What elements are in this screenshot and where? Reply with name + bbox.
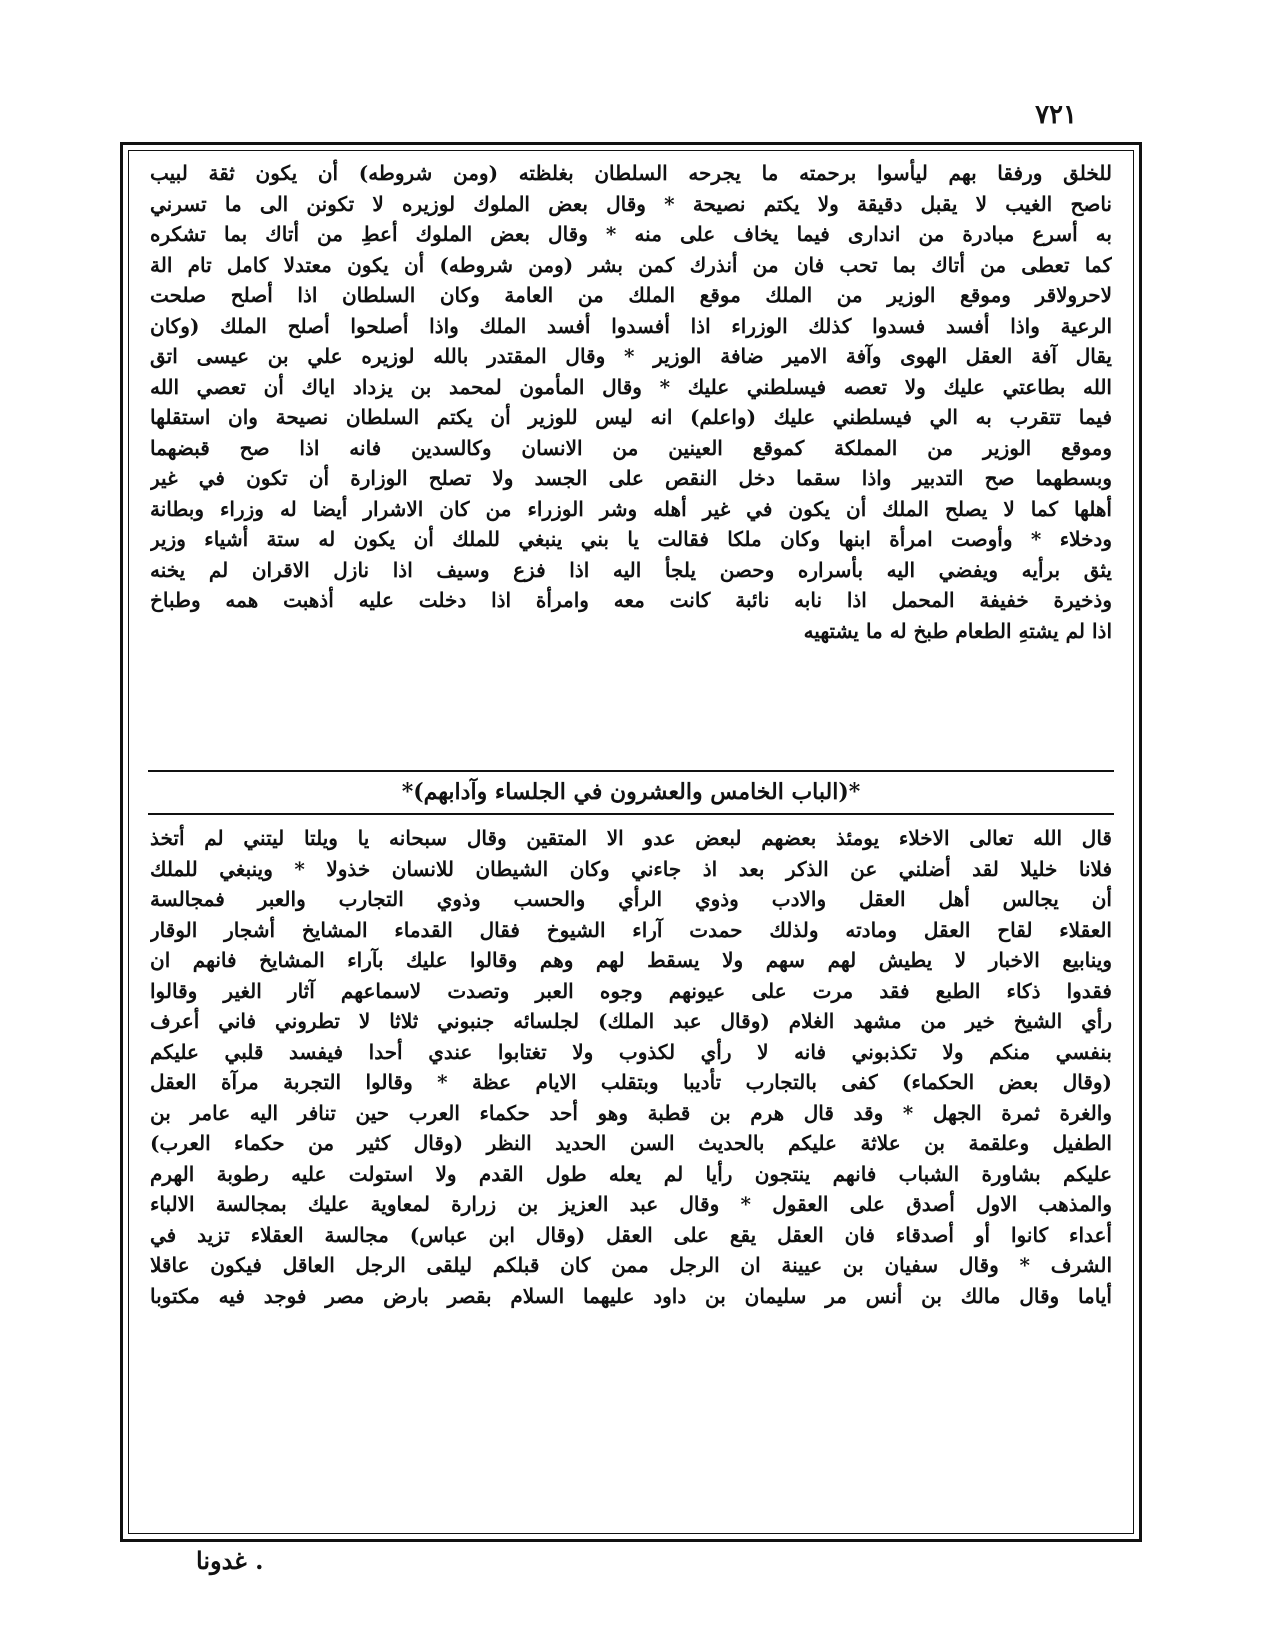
- text-line: لاحرولاقر وموقع الوزير من الملك موقع الملك من العامة وكان السلطان اذا أصلح صلحت: [150, 283, 1112, 307]
- text-line: فقدوا ذكاء الطبع فقد مرت على عيونهم وجوه العبر وتصدت لاسماعهم آثار الغير وقالوا: [150, 978, 1112, 1003]
- section-two-text: [150, 823, 1112, 1311]
- text-line-last: اذا لم يشتهِ الطعام طبخ له ما يشتهيه: [803, 618, 1112, 643]
- text-line: والغرة ثمرة الجهل * وقد قال هرم بن قطبة وهو أحد حكماء العرب حين تنافر اليه عامر بن: [150, 1100, 1112, 1125]
- chapter-rule-top: [148, 770, 1114, 772]
- page-number: ٧٢١: [1035, 100, 1077, 130]
- text-line: فيما تتقرب به الي فيسلطني عليك (واعلم) انه ليس للوزير أن يكتم السلطان نصيحة وان استقلها: [150, 405, 1112, 429]
- text-line: وموقع الوزير من المملكة كموقع العينين من الانسان وكالسدين فانه اذا صح قبضهما: [150, 435, 1112, 460]
- text-line: عليكم بشاورة الشباب فانهم ينتجون رأيا لم يعله طول القدم ولا استولت عليه رطوبة الهرم: [150, 1161, 1112, 1186]
- text-line: أياما وقال مالك بن أنس مر سليمان بن داود عليهما السلام بقصر بارض مصر فوجد فيه مكتوبا: [150, 1283, 1112, 1308]
- text-line: أهلها كما لا يصلح الملك أن يكون في غير أهله وشر الوزراء من كان الاشرار أيضا له وزراء وبطانة: [150, 496, 1112, 521]
- text-line: وذخيرة خفيفة المحمل اذا نابه نائبة كانت معه وامرأة اذا دخلت عليه أذهبت همه وطباخ: [150, 588, 1112, 612]
- text-line: كما تعطى من أتاك بما تحب فان من أنذرك كمن بشر (ومن شروطه) أن يكون معتدلا كامل تام الة: [150, 252, 1112, 277]
- text-line: أعداء كانوا أو أصدقاء فان العقل يقع على العقل (وقال ابن عباس) مجالسة العقلاء تزيد في: [150, 1222, 1112, 1247]
- text-line: (وقال بعض الحكماء) كفى بالتجارب تأديبا وبتقلب الايام عظة * وقالوا التجربة مرآة العقل: [150, 1070, 1112, 1094]
- text-line: الشرف * وقال سفيان بن عيينة ان الرجل ممن كان قبلكم ليلقى الرجل العاقل فيكون عاقلا: [150, 1253, 1112, 1277]
- text-line: الله بطاعتي عليك ولا تعصه فيسلطني عليك * وقال المأمون لمحمد بن يزداد اياك أن تعصي الله: [150, 374, 1112, 399]
- text-line: ناصح الغيب لا يقبل دقيقة ولا يكتم نصيحة * وقال بعض الملوك لوزيره لا تكونن الى ما تسرني: [150, 191, 1112, 216]
- text-line: والمذهب الاول أصدق على العقول * وقال عبد العزيز بن زرارة لمعاوية عليك بمجالسة الالباء: [150, 1192, 1112, 1216]
- text-line: العقلاء لقاح العقل ومادته ولذلك حمدت آراء الشيوخ فقال القدماء المشايخ أشجار الوقار: [150, 917, 1112, 942]
- text-line: وينابيع الاخبار لا يطيش لهم سهم ولا يسقط لهم وهم وقالوا عليك بآراء المشايخ فانهم ان: [150, 948, 1112, 972]
- text-line: بنفسي منكم ولا تكذبوني فانه لا رأي لكذوب ولا تغتابوا عندي أحدا فيفسد قلبي عليكم: [150, 1039, 1112, 1064]
- text-line: به أسرع مبادرة من اندارى فيما يخاف على منه * وقال بعض الملوك أعطِ من أتاك بما تشكره: [150, 222, 1112, 246]
- chapter-heading: *(الباب الخامس والعشرون في الجلساء وآدابهم)*: [401, 779, 861, 805]
- text-line: يقال آفة العقل الهوى وآفة الامير ضافة الوزير * وقال المقتدر بالله لوزيره علي بن عيسى اتق: [150, 344, 1112, 368]
- section-one-text: [150, 158, 1112, 646]
- text-line: للخلق ورفقا بهم ليأسوا برحمته ما يجرحه السلطان بغلظته (ومن شروطه) أن يكون ثقة لبيب: [150, 161, 1112, 185]
- text-line: قال الله تعالى الاخلاء يومئذ بعضهم لبعض عدو الا المتقين وقال سبحانه يا ويلتا ليتني لم أتخذ: [150, 826, 1112, 850]
- text-line: يثق برأيه ويفضي اليه بأسراره وحصن يلجأ اليه اذا فزع وسيف اذا نازل الاقران لم يخنه: [150, 557, 1112, 582]
- text-line: فلانا خليلا لقد أضلني عن الذكر بعد اذ جاءني وكان الشيطان للانسان خذولا * وينبغي للملك: [150, 856, 1112, 881]
- text-line: أن يجالس أهل العقل والادب وذوي الرأي والحسب وذوي التجارب والعبر فمجالسة: [150, 887, 1112, 911]
- text-line: وبسطهما صح التدبير واذا سقما دخل النقص على الجسد ولا تصلح الوزارة أن تكون في غير: [150, 466, 1112, 490]
- chapter-rule-bottom: [148, 813, 1114, 815]
- text-line: رأي الشيخ خير من مشهد الغلام (وقال عبد الملك) لجلسائه جنبوني ثلاثا لا تطروني فاني أعرف: [150, 1009, 1112, 1033]
- text-line: ودخلاء * وأوصت امرأة ابنها وكان ملكا فقالت يا بني ينبغي للملك أن يكون له ستة أشياء وزير: [150, 527, 1112, 551]
- text-line: الرعية واذا أفسد فسدوا كذلك الوزراء اذا أفسدوا أفسد الملك واذا أصلحوا أصلح الملك (وكان: [150, 313, 1112, 338]
- catchword: . غدونا: [196, 1546, 264, 1575]
- text-line: الطفيل وعلقمة بن علاثة عليكم بالحديث السن الحديد النظر (وقال كثير من حكماء العرب): [150, 1131, 1112, 1155]
